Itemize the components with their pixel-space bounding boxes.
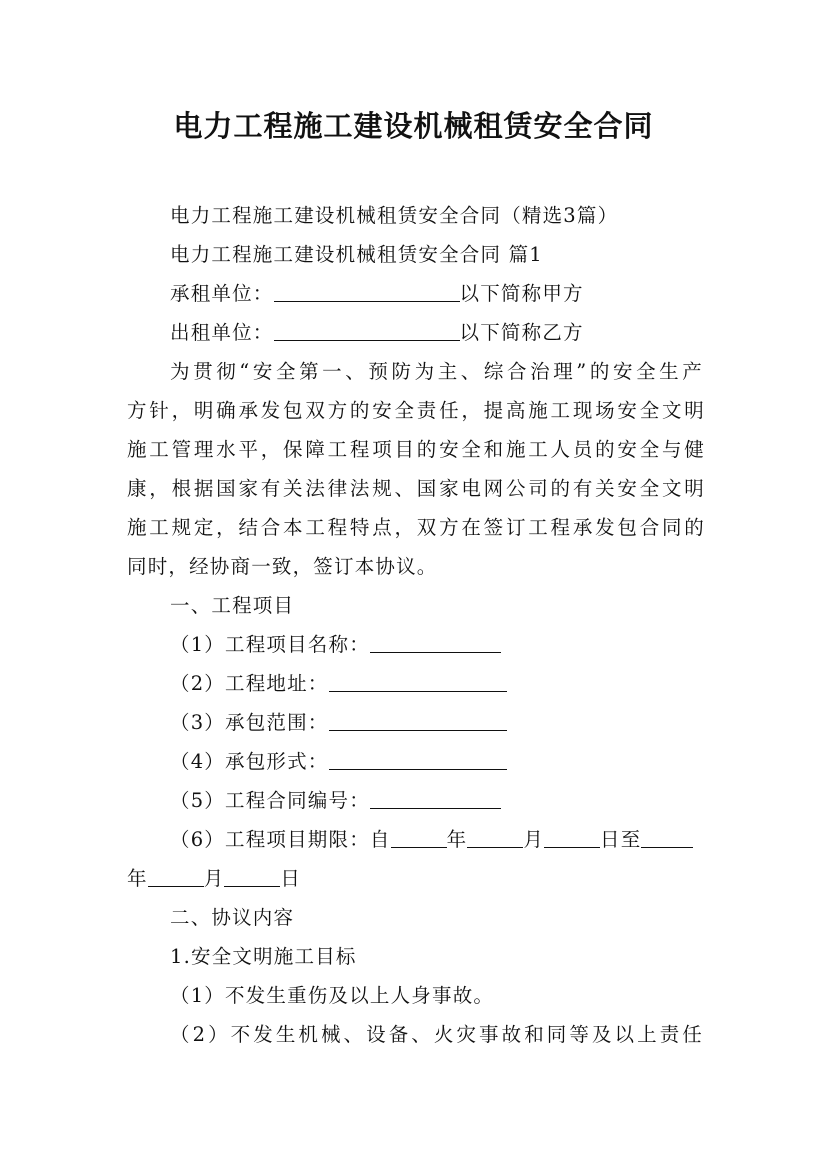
contract-scope-line: （3）承包范围： xyxy=(170,707,750,735)
project-address-line: （2）工程地址： xyxy=(170,668,750,696)
lessee-line xyxy=(170,278,750,306)
end-year-blank xyxy=(641,829,693,848)
lessee-suffix: 以下简称甲方 xyxy=(459,282,584,305)
document-title: 电力工程施工建设机械租赁安全合同 xyxy=(173,109,654,143)
start-day-blank xyxy=(544,829,600,848)
lessor-label: 出租单位： xyxy=(170,321,274,344)
subsection-heading: 1.安全文明施工目标 xyxy=(170,945,357,968)
contract-form-line: （4）承包形式： xyxy=(170,746,750,774)
end-day-blank xyxy=(224,868,280,887)
section-heading-agreement: 二、协议内容 xyxy=(170,906,295,929)
project-period-line: （6）工程项目期限：自 年 月 日至 xyxy=(170,824,750,852)
goal-item: （2）不发生机械、设备、火灾事故和同等及以上责任 xyxy=(170,1023,703,1046)
section-heading-project: 一、工程项目 xyxy=(170,594,295,617)
contract-scope-blank xyxy=(329,712,507,731)
project-address-blank xyxy=(329,673,507,692)
paragraph-line: 施工管理水平，保障工程项目的安全和施工人员的安全与健 xyxy=(127,438,705,461)
lessor-suffix: 以下简称乙方 xyxy=(459,321,584,344)
end-month-blank xyxy=(148,868,204,887)
lessor-blank xyxy=(274,322,460,341)
paragraph-line: 康，根据国家有关法律法规、国家电网公司的有关安全文明 xyxy=(127,477,705,500)
project-period-line-cont: 年 月 日 xyxy=(127,867,302,890)
start-month-blank xyxy=(467,829,523,848)
project-name-blank xyxy=(370,634,501,653)
paragraph-line: 方针，明确承发包双方的安全责任，提高施工现场安全文明 xyxy=(127,399,705,422)
contract-form-blank xyxy=(329,751,507,770)
goal-item: （1）不发生重伤及以上人身事故。 xyxy=(170,984,495,1007)
paragraph-line: 为贯彻“安全第一、预防为主、综合治理”的安全生产 xyxy=(170,360,703,383)
project-name-line: （1）工程项目名称： xyxy=(170,629,750,657)
paragraph-line: 施工规定，结合本工程特点，双方在签订工程承发包合同的 xyxy=(127,516,705,539)
lessor-line xyxy=(170,317,750,345)
lessee-blank xyxy=(274,283,460,302)
start-year-blank xyxy=(391,829,447,848)
contract-number-line: （5）工程合同编号： xyxy=(170,785,750,813)
section-heading: 电力工程施工建设机械租赁安全合同 篇1 xyxy=(170,243,543,266)
paragraph-line: 同时，经协商一致，签订本协议。 xyxy=(127,555,438,578)
subtitle-line: 电力工程施工建设机械租赁安全合同（精选3篇） xyxy=(170,204,619,227)
lessee-label: 承租单位： xyxy=(170,282,274,305)
contract-number-blank xyxy=(370,790,501,809)
